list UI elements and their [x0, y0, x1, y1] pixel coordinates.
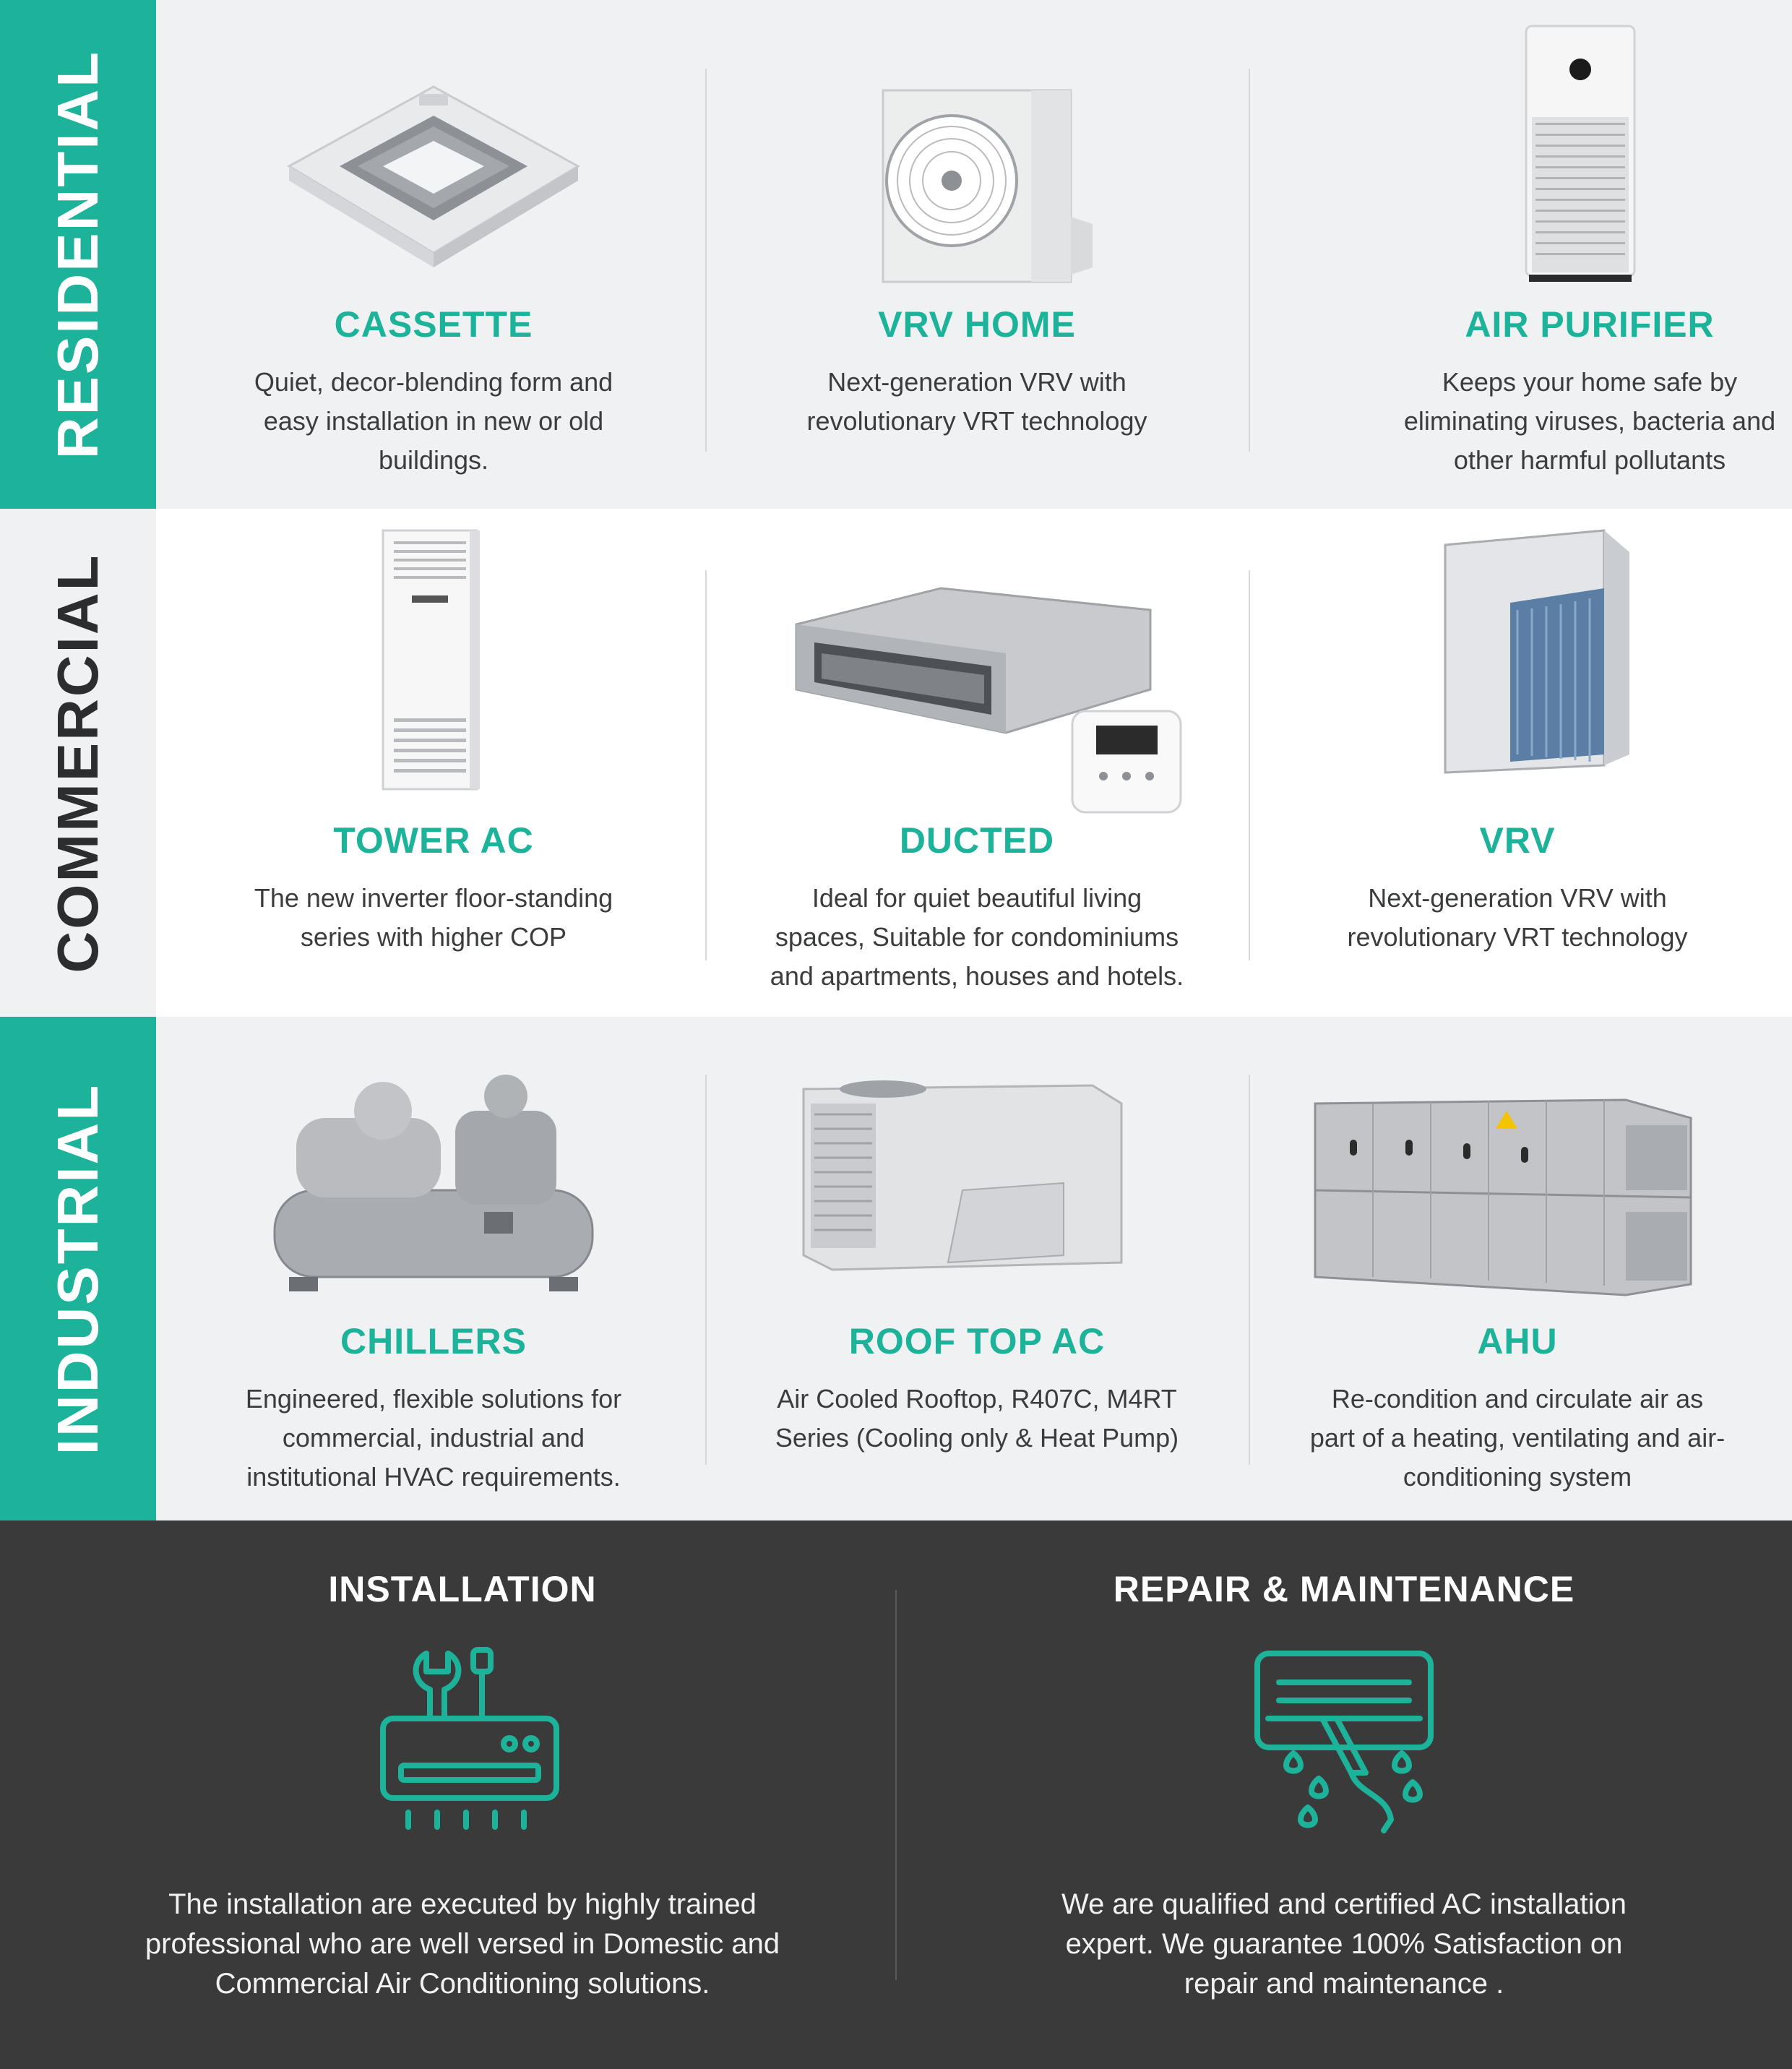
ac-repair-drip-icon	[1243, 1639, 1445, 1841]
column-divider	[705, 570, 707, 960]
commercial-label: COMMERCIAL	[46, 552, 110, 973]
product-title: TOWER AC	[333, 820, 534, 861]
product-description: Air Cooled Rooftop, R407C, M4RT Series (Cooling only & Heat Pump)	[775, 1384, 1179, 1453]
product-title: AHU	[1477, 1321, 1558, 1362]
product-description: Next-generation VRV with revolutionary VRT technology	[806, 367, 1147, 436]
product-description: Ideal for quiet beautiful living spaces, Suitable for condominiums and apartments, houses and hotels.	[770, 883, 1184, 991]
service-title: INSTALLATION	[328, 1569, 597, 1609]
product-title: AIR PURIFIER	[1465, 304, 1715, 345]
product-description: The new inverter floor-standing series with higher COP	[254, 883, 613, 952]
product-title: ROOF TOP AC	[848, 1321, 1106, 1362]
product-description: Quiet, decor-blending form and easy installation in new or old buildings.	[254, 367, 613, 475]
service-title: REPAIR & MAINTENANCE	[1113, 1569, 1575, 1609]
industrial-label: INDUSTRIAL	[46, 1083, 110, 1455]
industrial-section	[0, 1017, 1792, 1520]
ahu-image	[1286, 1046, 1749, 1320]
product-description: Keeps your home safe by eliminating viruses, bacteria and other harmful pollutants	[1403, 367, 1776, 475]
column-divider	[705, 1075, 707, 1465]
outdoor-unit-image	[746, 29, 1208, 304]
chiller-image	[202, 1046, 665, 1320]
residential-tab	[0, 0, 156, 509]
ac-installation-tools-icon	[361, 1639, 564, 1841]
commercial-section	[0, 509, 1792, 1017]
vrv-unit-image	[1286, 516, 1749, 791]
commercial-tab	[0, 509, 156, 1017]
product-title: CHILLERS	[340, 1321, 527, 1362]
column-divider	[1249, 69, 1250, 452]
product-title: VRV	[1479, 820, 1556, 861]
column-divider	[1249, 1075, 1250, 1465]
service-installation[interactable]	[101, 1568, 824, 2004]
service-description: We are qualified and certified AC installation expert. We guarantee 100% Satisfaction on repair and maintenance .	[1061, 1888, 1627, 2000]
industrial-tab	[0, 1017, 156, 1520]
product-title: DUCTED	[899, 820, 1055, 861]
product-description: Engineered, flexible solutions for commercial, industrial and institutional HVAC requirements.	[245, 1384, 622, 1492]
residential-label: RESIDENTIAL	[46, 49, 110, 460]
residential-section	[0, 0, 1792, 509]
product-title: VRV HOME	[878, 304, 1076, 345]
column-divider	[1249, 570, 1250, 960]
air-purifier-image	[1358, 14, 1792, 289]
column-divider	[705, 69, 707, 452]
rooftop-ac-image	[746, 1046, 1208, 1320]
product-description: Next-generation VRV with revolutionary VRT technology	[1347, 883, 1688, 952]
cassette-ac-image	[202, 43, 665, 318]
services-divider	[895, 1590, 897, 1980]
product-title: CASSETTE	[334, 304, 533, 345]
service-description: The installation are executed by highly trained professional who are well versed in Domestic and Commercial Air Conditioning solutions.	[145, 1888, 780, 2000]
product-description: Re-condition and circulate air as part of a heating, ventilating and air-conditioning system	[1309, 1384, 1726, 1492]
service-repair-maintenance[interactable]	[983, 1568, 1705, 2004]
ducted-ac-image	[746, 545, 1208, 820]
tower-ac-image	[202, 523, 665, 798]
